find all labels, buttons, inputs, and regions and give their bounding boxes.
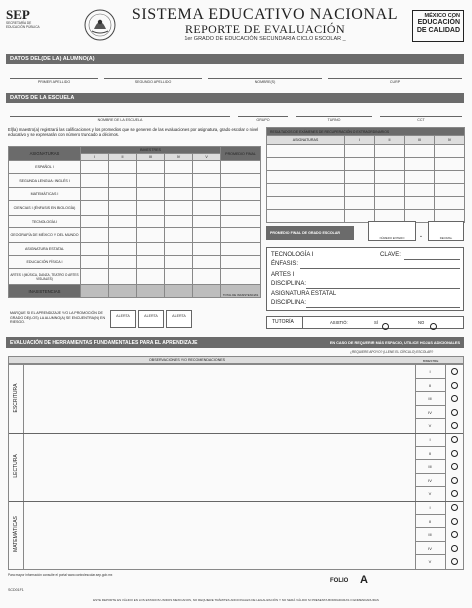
final-cell[interactable] [221,188,261,201]
footer-info: Para mayor información consulte el portal www.controlescolar.sep.gob.mx [8,573,113,577]
logo-line-3: DE CALIDAD [416,27,460,34]
grade-cell[interactable] [137,243,165,256]
bim-row [415,365,463,433]
subject-row-label: ARTES I (MÚSICA, DANZA, TEATRO O ARTES VISUALES) [9,269,81,285]
disciplina-label: DISCIPLINA: [271,281,307,287]
grade-cell[interactable] [165,161,193,174]
final-cell[interactable] [221,269,261,285]
tools-section-header [6,337,464,348]
bim-label: II [415,379,445,393]
grade-cell[interactable] [193,174,221,188]
grade-cell[interactable] [165,188,193,201]
inasistencias-label: INASISTENCIAS [9,285,81,298]
student-line-1 [10,78,98,79]
asignatura-estatal-label: ASIGNATURA ESTATAL [271,291,337,297]
absence-cell[interactable] [109,285,137,298]
recovery-col-subject: ASIGNATURAS [267,136,345,145]
grade-cell[interactable] [137,228,165,243]
decimal-label: DECIMAL [439,236,453,240]
grade-cell[interactable] [81,188,109,201]
col-asignaturas: ASIGNATURAS [9,147,81,161]
bim-label: V [428,559,432,565]
bim-label: III [415,460,445,474]
grade-cell[interactable] [165,201,193,216]
logo-line-1: MÉXICO CON [424,13,460,19]
recovery-cell[interactable] [345,197,375,210]
recovery-cell[interactable] [345,145,375,158]
subject-row-label: CIENCIAS I (ÉNFASIS EN BIOLOGÍA) [9,201,81,216]
clave-label: CLAVE: [380,252,401,258]
grade-cell[interactable] [109,188,137,201]
school-line-4 [380,116,462,117]
grade-cell[interactable] [109,201,137,216]
recovery-cell[interactable] [405,158,435,171]
bim-label: I [415,501,445,515]
col-bimestres: BIMESTRES [81,147,221,154]
enfasis-line [300,268,460,269]
recovery-cell[interactable] [435,197,465,210]
tutoria-divider [302,316,303,329]
tools-note: EN CASO DE REQUERIR MÁS ESPACIO, UTILICE HOJAS ADICIONALES [329,340,460,345]
instructions-text: El(la) maestro(a) registrará las calificaciones y los promedios que se generen de las evaluaciones por asignatura, grado escolar o nivel educativo y se expresarán con número truncado a décimos. [8,127,259,138]
grade-cell[interactable] [137,174,165,188]
tools-grid [8,364,464,570]
recovery-cell[interactable] [435,145,465,158]
final-cell[interactable] [221,174,261,188]
grade-cell[interactable] [137,188,165,201]
grade-cell[interactable] [109,269,137,285]
alerta-label-2: ALERTA [144,314,158,318]
recovery-cell[interactable] [435,158,465,171]
subject-row-label: MATEMÁTICAS I [9,188,81,201]
recovery-cell[interactable] [267,197,345,210]
support-radio[interactable] [451,463,458,470]
label-segundo-apellido: SEGUNDO APELLIDO [134,80,172,84]
grade-cell[interactable] [109,174,137,188]
grade-cell[interactable] [109,243,137,256]
recovery-cell[interactable] [375,158,405,171]
coat-of-arms-icon [84,9,116,41]
sep-logo-subtitle: SECRETARÍA DE EDUCACIÓN PÚBLICA [6,21,40,29]
grade-cell[interactable] [193,201,221,216]
grades-table [8,146,261,298]
numero-entero-label: NÚMERO ENTERO [379,236,405,240]
grade-cell[interactable] [81,256,109,269]
bim-header-4: IV [165,154,193,161]
obs-header-label: OBSERVACIONES Y/O RECOMENDACIONES [149,358,226,362]
area-label-lectura: LECTURA [13,454,19,478]
recovery-cell[interactable] [267,145,345,158]
no-label: NO [418,320,425,325]
grade-cell[interactable] [165,256,193,269]
folio-value: A [360,574,368,586]
student-line-3 [208,78,322,79]
subject-row-label: ESPAÑOL I [9,161,81,174]
support-radio[interactable] [451,477,458,484]
alerta-box-2[interactable] [138,310,164,328]
area-label-matematicas: MATEMÁTICAS [13,516,19,552]
legal-notice: ESTE REPORTE ES VÁLIDO EN LOS ESTADOS UNIDOS MEXICANOS, NO REQUIERE TRÁMITES ADICIONALES DE LEGALIZACIÓN Y NO SERÁ VÁLIDO SI PRESENTA BORRADURAS O ENMENDADURAS [93,598,379,602]
grade-line: 1er GRADO DE EDUCACIÓN SECUNDARIA CICLO ESCOLAR _ [184,36,346,42]
recovery-cell[interactable] [375,171,405,184]
grade-cell[interactable] [137,161,165,174]
support-radio[interactable] [451,382,458,389]
enfasis-label: ÉNFASIS: [271,261,299,267]
recovery-cell[interactable] [375,145,405,158]
area-label-escritura: ESCRITURA [13,383,19,413]
bim-label: IV [415,542,445,556]
disciplina2-label: DISCIPLINA: [271,300,307,306]
decimal-point: . [420,232,422,239]
recovery-cell[interactable] [405,197,435,210]
bim-label: III [415,528,445,542]
artes-label: ARTES I [271,272,295,278]
bim-label: V [428,491,432,497]
recovery-cell[interactable] [375,184,405,197]
grade-cell[interactable] [81,201,109,216]
label-nombre-escuela: NOMBRE DE LA ESCUELA [97,118,143,122]
grade-cell[interactable] [193,188,221,201]
final-cell[interactable] [221,201,261,216]
recovery-col-2: II [375,136,405,145]
label-nombre: NOMBRE(S) [254,80,276,84]
bim-label: V [428,423,432,429]
recovery-cell[interactable] [375,197,405,210]
support-radio[interactable] [451,545,458,552]
disciplina-line [306,288,460,289]
tools-title: EVALUACIÓN DE HERRAMIENTAS FUNDAMENTALES PARA EL APRENDIZAJE [10,339,198,346]
student-line-4 [328,78,462,79]
recovery-cell[interactable] [435,171,465,184]
student-section-header: DATOS DEL(DE LA) ALUMNO(A) [6,54,464,64]
final-cell[interactable] [221,216,261,228]
support-radio[interactable] [451,518,458,525]
support-radio[interactable] [451,422,458,429]
grade-cell[interactable] [165,243,193,256]
apoyo-label: ¿REQUIERE APOYO? (LLENE EL CÍRCULO) ESCOLAR? [350,350,434,354]
clave-line [404,259,460,260]
grade-cell[interactable] [193,216,221,228]
recovery-cell[interactable] [267,171,345,184]
sep-logo-text: SEP [6,7,30,22]
recovery-cell[interactable] [267,210,345,223]
support-radio[interactable] [451,490,458,497]
bim-label: IV [415,406,445,420]
support-radio[interactable] [451,531,458,538]
recovery-cell[interactable] [267,158,345,171]
area-divider-2 [9,501,463,502]
school-line-2 [238,116,288,117]
school-line-1 [10,116,230,117]
absence-cell[interactable] [193,285,221,298]
recovery-cell[interactable] [405,171,435,184]
grade-cell[interactable] [81,269,109,285]
grade-cell[interactable] [193,161,221,174]
support-radio[interactable] [451,504,458,511]
final-cell[interactable] [221,228,261,243]
obs-header [8,356,464,364]
asistio-label: ASISTIÓ: [330,320,348,325]
page-subtitle: REPORTE DE EVALUACIÓN [184,22,346,36]
label-cct: CCT [417,118,425,122]
school-section-header: DATOS DE LA ESCUELA [6,93,464,103]
grade-cell[interactable] [137,269,165,285]
subject-row-label: TECNOLOGÍA I [9,216,81,228]
grade-cell[interactable] [137,201,165,216]
alerta-box-3[interactable] [166,310,192,328]
bim-label: IV [415,474,445,488]
area-col-divider [23,365,24,569]
recovery-cell[interactable] [345,184,375,197]
recovery-cell[interactable] [405,145,435,158]
student-line-2 [104,78,202,79]
recovery-cell[interactable] [435,184,465,197]
grade-cell[interactable] [193,243,221,256]
recovery-table [266,127,465,223]
label-grupo: GRUPO [256,118,270,122]
mexico-calidad-logo [412,10,464,42]
recovery-cell[interactable] [345,171,375,184]
risk-warning-text: MARQUE SI EL APRENDIZAJE Y/O LA PROMOCIÓN DE GRADO DE(LOS) LA ALUMNO(A) SE ENCUENTRA(N) EN RIESGO. [10,311,106,325]
bim-header-3: III [137,154,165,161]
grade-cell[interactable] [193,256,221,269]
grade-cell[interactable] [81,161,109,174]
folio-label: FOLIO [330,578,349,584]
recovery-cell[interactable] [267,184,345,197]
promedio-final-label: PROMEDIO FINAL DE GRADO ESCOLAR [266,226,354,240]
alerta-label-3: ALERTA [172,314,186,318]
label-turno: TURNO [327,118,341,122]
support-radio[interactable] [451,450,458,457]
recovery-cell[interactable] [405,184,435,197]
recovery-cell[interactable] [345,158,375,171]
bim-row [415,501,463,569]
absence-cell[interactable] [81,285,109,298]
grade-cell[interactable] [109,216,137,228]
bim-label: II [415,515,445,529]
grade-cell[interactable] [109,161,137,174]
alerta-label-1: ALERTA [116,314,130,318]
sep-logo [6,8,42,38]
tutoria-label: TUTORÍA [272,319,294,325]
grade-cell[interactable] [165,269,193,285]
recovery-col-3: III [405,136,435,145]
support-radio[interactable] [451,368,458,375]
recovery-col-1: I [345,136,375,145]
subject-row-label: EDUCACIÓN FÍSICA I [9,256,81,269]
label-curp: CURP [389,80,401,84]
bim-label: I [415,433,445,447]
grade-cell[interactable] [165,174,193,188]
grade-cell[interactable] [81,216,109,228]
grade-cell[interactable] [109,256,137,269]
grade-cell[interactable] [81,228,109,243]
grade-cell[interactable] [137,256,165,269]
alerta-box-1[interactable] [110,310,136,328]
grade-cell[interactable] [165,216,193,228]
subject-row-label: SEGUNDA LENGUA: INGLÉS I [9,174,81,188]
grade-cell[interactable] [81,243,109,256]
si-label: SÍ [374,320,378,325]
no-radio[interactable] [430,318,437,336]
subject-row-label: ASIGNATURA ESTATAL [9,243,81,256]
total-inasistencias-label: TOTAL DE INASISTENCIAS [221,285,261,298]
final-cell[interactable] [221,161,261,174]
page-title: SISTEMA EDUCATIVO NACIONAL [131,6,399,23]
final-cell[interactable] [221,243,261,256]
grade-cell[interactable] [81,174,109,188]
final-cell[interactable] [221,256,261,269]
support-radio[interactable] [451,409,458,416]
grade-cell[interactable] [109,228,137,243]
support-radio[interactable] [451,436,458,443]
bim-header-2: II [109,154,137,161]
subject-row-label: GEOGRAFÍA DE MÉXICO Y DEL MUNDO [9,228,81,243]
grade-cell[interactable] [137,216,165,228]
bim-label: III [415,392,445,406]
si-radio[interactable] [382,318,389,336]
grade-cell[interactable] [193,228,221,243]
support-radio[interactable] [451,395,458,402]
bim-label: I [415,365,445,379]
bim-row [415,433,463,501]
grade-cell[interactable] [165,228,193,243]
logo-line-2: EDUCACIÓN [417,19,460,26]
area-divider-1 [9,433,463,434]
absence-cell[interactable] [165,285,193,298]
school-line-3 [296,116,372,117]
disciplina2-line [306,307,460,308]
tecnologia-label: TECNOLOGÍA I [271,252,314,258]
form-code: SCD01F1 [8,588,24,592]
col-promedio-final: PROMEDIO FINAL [221,147,261,161]
recovery-col-4: IV [435,136,465,145]
label-primer-apellido: PRIMER APELLIDO [37,80,71,84]
support-radio[interactable] [451,558,458,565]
bim-header-5: V [193,154,221,161]
bim-header-1: I [81,154,109,161]
bimestre-header-label: BIMESTRE [423,358,439,363]
recovery-title: RESULTADOS DE EXÁMENES DE RECUPERACIÓN O EXTRAORDINARIOS [267,128,465,136]
grade-cell[interactable] [193,269,221,285]
absence-cell[interactable] [137,285,165,298]
bim-label: II [415,447,445,461]
